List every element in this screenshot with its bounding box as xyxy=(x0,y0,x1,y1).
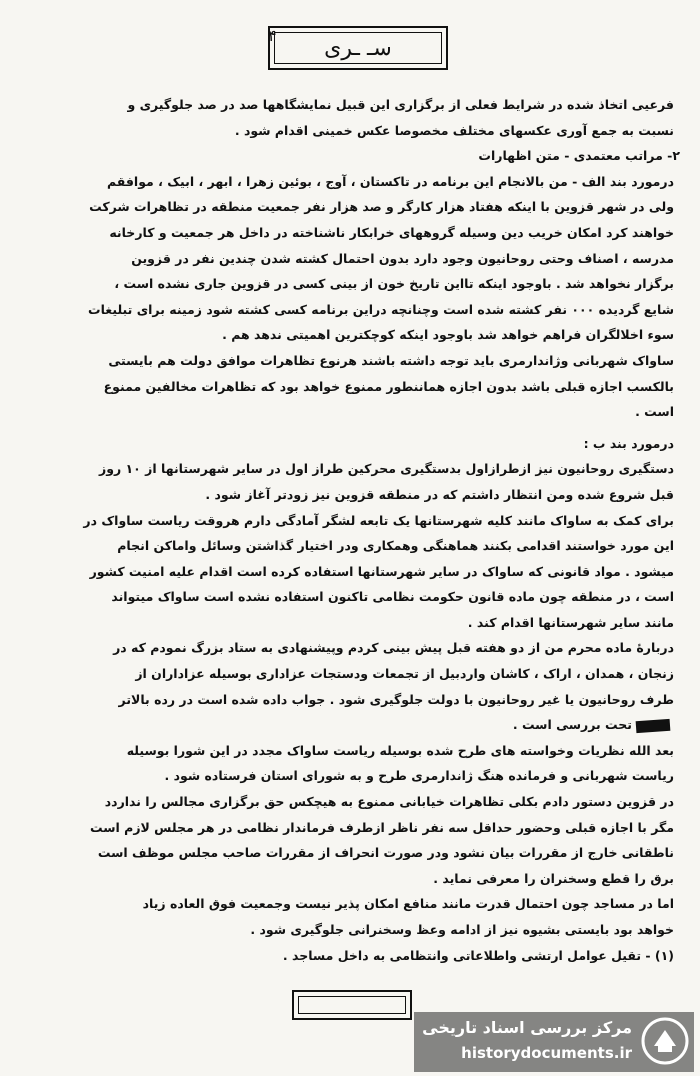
text-line: قبل شروع شده ومن انتظار داشتم که در منطقه قزوین نیز زودتر آغاز شود . xyxy=(205,486,674,502)
text-line: سوء اخلالگران فراهم خواهد شد باوجود اینکه کوچکترین اهمیتی ندهد هم . xyxy=(222,327,674,343)
text-line: درمورد بند الف - من بالانجام این برنامه در تاکستان ، آوج ، بوئین زهرا ، ابهر ، ابیک ، موافقم xyxy=(106,173,674,189)
text-line: میشود . مواد قانونی که ساواک در سایر شهرستانها استفاده کرده است اقدام علیه امنیت کشور xyxy=(89,563,674,579)
text-line: ساواک شهربانی وژاندارمری باید توجه داشته باشند هرنوع تظاهرات موافق دولت هم بایستی xyxy=(108,352,674,368)
text-line: شایع گردیده ۰۰۰ نفر کشته شده است وچنانچه دراین برنامه کسی کشته شود زمینه برای تبلیغات xyxy=(88,301,674,317)
text-line: نسبت به جمع آوری عکسهای مختلف مخصوصا عکس خمینی اقدام شود . xyxy=(234,122,674,138)
text-line: برای کمک به ساواک مانند کلیه شهرستانها یک تابعه لشگر آمادگی دارم هروقت ریاست ساواک در xyxy=(83,512,674,528)
text-line: خواهند کرد امکان خریب دین وسیله گروههای خرابکار ناشناخته در داخل هر جمعیت و کارخانه xyxy=(109,224,674,240)
classification-stamp xyxy=(268,26,448,70)
watermark xyxy=(414,1012,694,1072)
text-line: بعد الله نظریات وخواسته های طرح شده بوسیله ریاست ساواک مجدد در این شورا بوسیله xyxy=(126,742,674,758)
text-line: طرف روحانیون یا غیر روحانیون با دولت جلوگیری شود . جواب داده شده است در رده بالاتر xyxy=(118,691,674,707)
text-line: است . xyxy=(635,404,674,420)
watermark-url[interactable]: historydocuments.ir xyxy=(461,1044,632,1062)
text-line: دستگیری روحانیون نیز ازطرازاول بدستگیری محرکین طراز اول در سایر شهرستانها از ۱۰ روز xyxy=(99,461,674,477)
text-line: خواهد بود بایستی بشیوه نیز از ادامه وعظ وسخنرانی جلوگیری شود . xyxy=(250,922,674,937)
text-line: است ، در منطقه چون ماده قانون حکومت نظامی تاکنون استفاده نشده است ساواک میتواند xyxy=(111,589,674,605)
document-body xyxy=(78,92,680,968)
text-line: اما در مساجد چون احتمال قدرت مانند منافع امکان پذیر نیست وجمعیت فوق العاده زیاد xyxy=(142,896,674,912)
page-mark: ۴ xyxy=(268,26,277,45)
watermark-title: مرکز بررسی اسناد تاریخی xyxy=(422,1018,632,1037)
text-line: (۱) - تقیل عوامل ارتشی واطلاعاتی وانتظامی به داخل مساجد . xyxy=(282,947,674,963)
text-line: ریاست شهربانی و فرمانده هنگ ژاندارمری طرح و به شورای استان فرستاده شود . xyxy=(164,768,674,784)
text-line-content: تحت بررسی است . xyxy=(512,717,632,733)
text-line: ناطقانی خارج از مقررات بیان نشود ودر صورت انحراف از مقررات صاحب مجلس موظف است xyxy=(97,845,674,861)
classification-stamp-label: سـ ـری xyxy=(324,35,392,61)
text-line: مدرسه ، اصناف وحتی روحانیون وجود دارد بدون احتمال کشته شدن چندین نفر در قزوین xyxy=(131,250,674,266)
section-heading: ۲- مراتب معتمدی - متن اظهارات xyxy=(478,148,680,164)
text-line: مگر با اجازه قبلی وحضور حداقل سه نفر ناظر ازطرف فرماندار نظامی در هر مجلس لازم است xyxy=(90,819,674,835)
text-line: ولی در شهر قزوین با اینکه هفتاد هزار کارگر و صد هزار نفر جمعیت منطقه در تظاهرات شرکت xyxy=(89,199,674,215)
text-line: بالکسب اجازه قبلی باشد بدون اجازه هماننطور ممنوع خواهد بود که تظاهرات مخالفین ممنوع xyxy=(103,378,674,394)
text-line: زنجان ، همدان ، اراک ، کاشان واردبیل از تجمعات ودستجات عزاداری بوسیله عزاداران از xyxy=(135,666,674,682)
text-line: فرعیی اتخاذ شده در شرایط فعلی از برگزاری این قبیل نمایشگاهها صد در صد جلوگیری و xyxy=(127,97,674,112)
section-heading: درمورد بند ب : xyxy=(583,435,674,451)
classification-stamp-bottom xyxy=(292,990,412,1020)
text-line: برق را قطع وسخنران را معرفی نماید . xyxy=(433,870,674,886)
archive-logo-icon xyxy=(640,1016,690,1066)
text-line: مانند سایر شهرستانها اقدام کند . xyxy=(467,614,674,630)
redaction-mark xyxy=(636,719,671,733)
text-line: این مورد خواستند اقدامی بکنند هماهنگی وهمکاری ودر اختیار گذاشتن وسائل واماکن انجام xyxy=(117,538,674,554)
text-line: در قزوین دستور دادم بکلی تظاهرات خیابانی ممنوع به هیچکس حق برگزاری مجالس را نداردد xyxy=(104,794,674,810)
text-line xyxy=(78,712,674,738)
text-line: دربارهٔ ماده محرم من از دو هفته قبل پیش بینی کردم وپیشنهادی به ستاد بزرگ نمودم که در xyxy=(113,640,674,656)
text-line: برگزار نخواهد شد . باوجود اینکه تااین تاریخ خون از بینی کسی در قزوین جاری نشده است ، xyxy=(114,276,674,292)
